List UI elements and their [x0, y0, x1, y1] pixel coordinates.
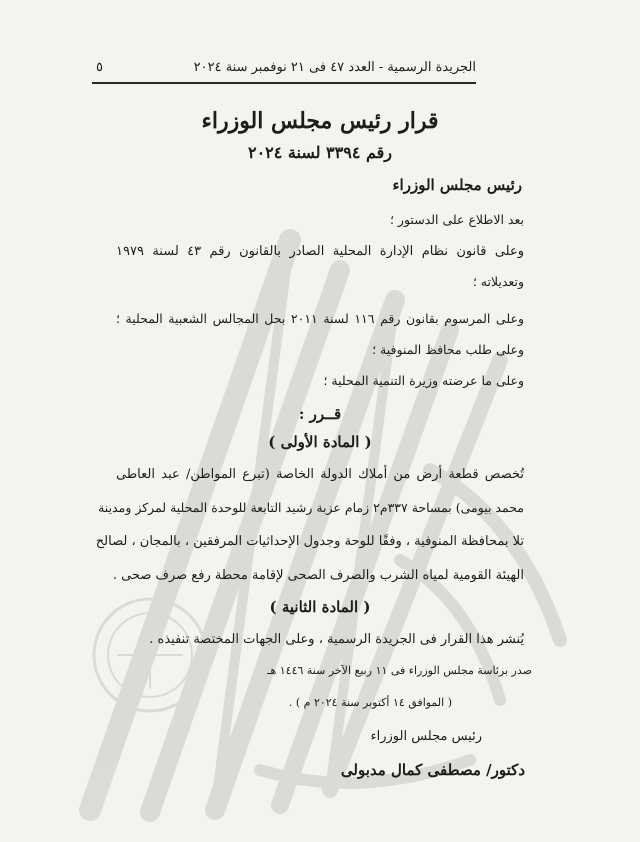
issuer-heading: رئيس مجلس الوزراء [392, 176, 522, 194]
decision-label: قــرر : [298, 405, 342, 423]
signatory-title: رئيس مجلس الوزراء [370, 729, 482, 744]
article-1-line: تلا بمحافظة المنوفية ، وفقًا للوحة وجدول الإحداثيات المرفقين ، بالمجان ، لصالح [95, 534, 524, 549]
preamble-line: وعلى المرسوم بقانون رقم ١١٦ لسنة ٢٠١١ بحل المجالس الشعبية المحلية ؛ [116, 311, 524, 326]
preamble-line: بعد الاطلاع على الدستور ؛ [389, 212, 524, 227]
preamble-line: وعلى ما عرضته وزيرة التنمية المحلية ؛ [323, 373, 524, 388]
article-1-line: تُخصص قطعة أرض من أملاك الدولة الخاصة (تبرع المواطن/ عبد العاطى [116, 467, 524, 482]
header-divider [92, 82, 476, 84]
decree-number: رقم ٣٣٩٤ لسنة ٢٠٢٤ [247, 143, 393, 162]
gazette-header-text: الجريدة الرسمية - العدد ٤٧ فى ٢١ نوفمبر سنة ٢٠٢٤ [193, 60, 476, 75]
preamble-line: وتعديلاته ؛ [472, 274, 524, 289]
decree-title: قرار رئيس مجلس الوزراء [201, 108, 439, 134]
article-1-line: محمد بيومى) بمساحة ٣٣٧م٢ زمام عزبة رشيد التابعة للوحدة المحلية لمركز ومدينة [98, 500, 524, 515]
article-2-line: يُنشر هذا القرار فى الجريدة الرسمية ، وعلى الجهات المختصة تنفيذه . [149, 632, 524, 647]
preamble-line: وعلى قانون نظام الإدارة المحلية الصادر بالقانون رقم ٤٣ لسنة ١٩٧٩ [116, 244, 525, 259]
signatory-name: دكتور/ مصطفى كمال مدبولى [340, 761, 525, 779]
issued-line: صدر برئاسة مجلس الوزراء فى ١١ ربيع الآخر سنة ١٤٤٦ هـ [267, 664, 532, 677]
issued-date-line: ( الموافق ١٤ أكتوبر سنة ٢٠٢٤ م ) . [288, 696, 452, 709]
article-1-heading: ( المادة الأولى ) [268, 433, 372, 451]
article-1-line: الهيئة القومية لمياه الشرب والصرف الصحى لإقامة محطة رفع صرف صحى . [112, 568, 524, 583]
article-2-heading: ( المادة الثانية ) [269, 598, 371, 616]
preamble-line: وعلى طلب محافظ المنوفية ؛ [372, 342, 524, 357]
page-number: ٥ [96, 60, 103, 75]
